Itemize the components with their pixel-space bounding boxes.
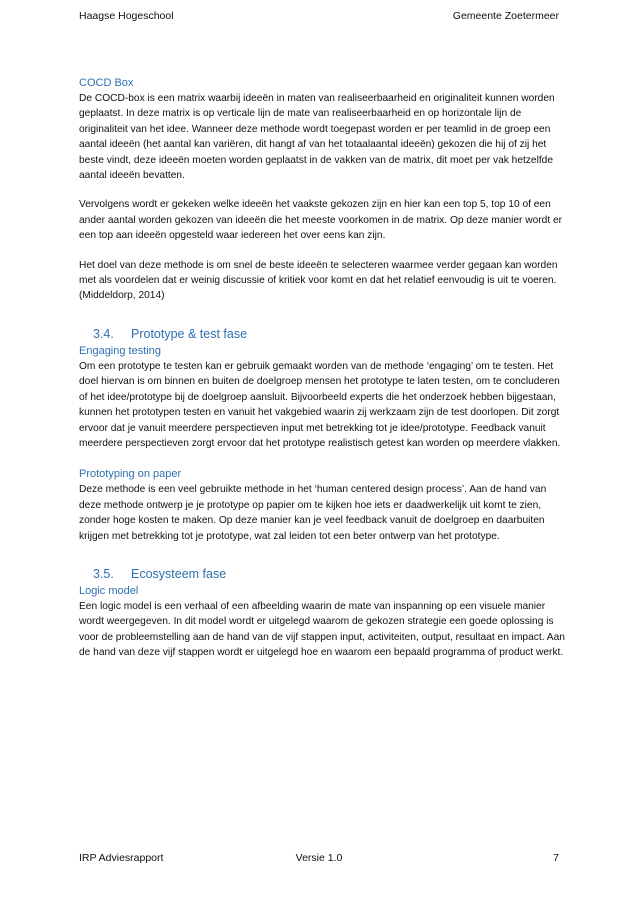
page-footer — [79, 852, 559, 866]
section-title: Ecosysteem fase — [131, 566, 227, 581]
section-number: 3.5. — [93, 566, 114, 581]
section-number: 3.4. — [93, 326, 114, 341]
page-number: 7 — [553, 852, 559, 864]
paragraph-cocd-2: Vervolgens wordt er gekeken welke ideeën het vaakste gekozen zijn en hier kan een top 5, top 10 of een ander aantal worden gekozen van ideeën die het meeste voorkomen in de matrix. Op deze manier wordt er een top aan ideeën opgesteld waar iedereen het over eens kan zijn. — [79, 199, 563, 242]
heading-logic-model: Logic model — [79, 584, 139, 597]
paragraph-paper: Deze methode is een veel gebruikte methode in het ‘human centered design process’. Aan de hand van deze methode ontwerp je je prototype op papier om te kijken hoe iets er daadwerkelijk uit komt te zien, zonder hoge kosten te maken. Op deze manier kan je veel feedback vanuit de doelgroep en daarbuiten krijgen met betrekking tot je prototype, wat zal leiden tot een beter ontwerp van het prototype. — [79, 484, 547, 542]
page-header — [79, 10, 559, 24]
page-content — [79, 76, 565, 661]
heading-engaging-testing: Engaging testing — [79, 344, 161, 357]
footer-version: Versie 1.0 — [295, 852, 343, 864]
paragraph-logic-model: Een logic model is een verhaal of een afbeelding waarin de mate van inspanning op een visuele manier wordt weergegeven. In dit model wordt er uitgelegd waarom de gekozen strategie een goede oplossing is voor de probleemstelling aan de hand van de vijf stappen input, activiteiten, output, resultaat en impact. Aan de hand van deze vijf stappen wordt er uitgelegd hoe en waarom een bepaald programma of product werkt. — [79, 600, 565, 659]
section-heading-3-5 — [79, 566, 565, 582]
heading-cocd-box: COCD Box — [79, 77, 134, 89]
section-title: Prototype & test fase — [131, 326, 248, 341]
paragraph-cocd-1: De COCD-box is een matrix waarbij ideeën in maten van realiseerbaarheid en originaliteit kunnen worden geplaatst. In deze matrix is op verticale lijn de mate van realiseerbaarheid en op horizontale lijn de originaliteit van het idee. Wanneer deze methode wordt toegepast worden er per teamlid in de groep een aantal ideeën (het aantal kan variëren, dit hangt af van het totaalaantal ideeën) gekozen die hij of zij het beste vindt, deze ideeën moeten worden geplaatst in de vakken van de matrix, dit moet per vak hetzelfde aantal ideeën bevatten. — [79, 93, 555, 182]
header-right: Gemeente Zoetermeer — [452, 10, 559, 22]
paragraph-cocd-3: Het doel van deze methode is om snel de beste ideeën te selecteren waarmee verder gegaan kan worden met als voordelen dat er weinig discussie of kritiek voor komt en dat het relatief eenvoudig is uit te voeren. (Middeldorp, 2014) — [79, 259, 558, 302]
section-heading-3-4 — [79, 326, 565, 342]
footer-left: IRP Adviesrapport — [79, 852, 164, 864]
header-left: Haagse Hogeschool — [79, 10, 174, 22]
paragraph-engaging: Om een prototype te testen kan er gebruik gemaakt worden van de methode ‘engaging’ om te testen. Het doel hiervan is om binnen en buiten de doelgroep mensen het prototype te laten testen, om te concluderen of het idee/prototype bij de doelgroep aansluit. Bijvoorbeeld experts die het onderzoek hebben bijgestaan, kunnen het prototypen testen en vanuit het vakgebied waarin zij werkzaam zijn de test doorlopen. Dit zorgt ervoor dat je vanuit meerdere perspectieven input met betrekking tot je idee/prototype. Feedback vanuit meerdere perspectieven zorgt ervoor dat het prototype realistisch getest kan worden op meerdere vlakken. — [79, 360, 561, 449]
heading-prototyping-on-paper: Prototyping on paper — [79, 468, 182, 481]
